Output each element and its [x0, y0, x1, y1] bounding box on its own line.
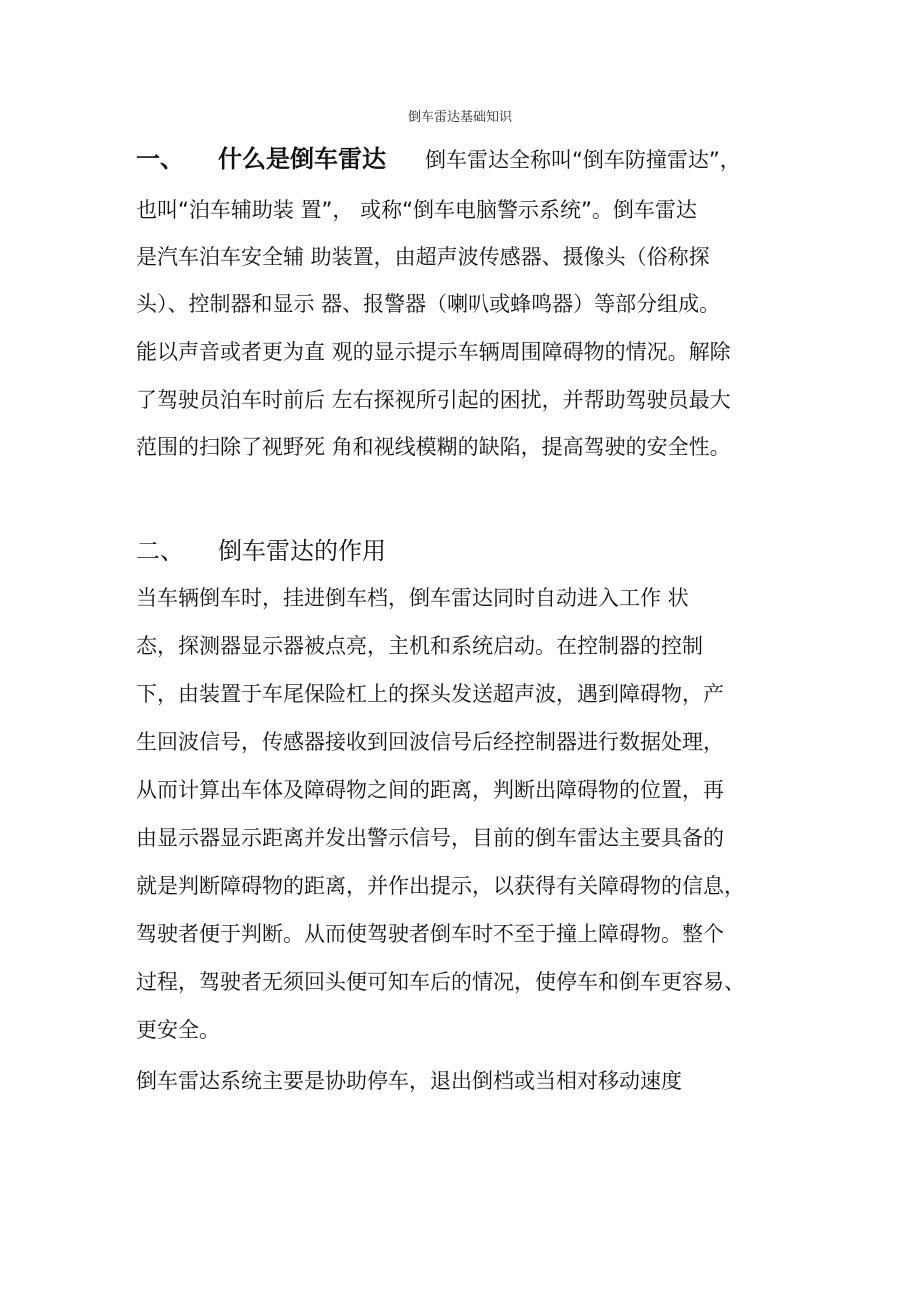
section-2-paragraph-1-line: 更安全。 — [136, 1018, 220, 1042]
section-1-line: 了驾驶员泊车时前后 左右探视所引起的困扰，并帮助驾驶员最大 — [136, 388, 731, 412]
section-2-paragraph-1-line: 态，探测器显示器被点亮，主机和系统启动。在控制器的控制 — [136, 634, 703, 658]
section-1-first-line-text: 倒车雷达全称叫“倒车防撞雷达”， — [425, 148, 741, 172]
section-2-title: 倒车雷达的作用 — [218, 537, 386, 565]
section-2-paragraph-1-line: 就是判断障碍物的距离，并作出提示，以获得有关障碍物的信息， — [136, 874, 745, 898]
section-2-paragraph-1-line: 由显示器显示距离并发出警示信号，目前的倒车雷达主要具备的 — [136, 826, 724, 850]
section-1-line: 是汽车泊车安全辅 助装置，由超声波传感器、摄像头（俗称探 — [136, 245, 710, 269]
section-2-paragraph-1-line: 从而计算出车体及障碍物之间的距离，判断出障碍物的位置，再 — [136, 778, 724, 802]
section-2-number: 二、 — [136, 537, 184, 565]
section-2-paragraph-1-line: 下，由装置于车尾保险杠上的探头发送超声波，遇到障碍物，产 — [136, 682, 724, 706]
section-1-line: 能以声音或者更为直 观的显示提示车辆周围障碍物的情况。解除 — [136, 340, 731, 364]
section-1-line: 也叫“泊车辅助装 置”， 或称“倒车电脑警示系统”。倒车雷达 — [136, 198, 697, 222]
section-1-line: 头）、控制器和显示 器、报警器（喇叭或蜂鸣器）等部分组成。 — [136, 292, 721, 316]
section-2-paragraph-1-line: 驾驶者便于判断。从而使驾驶者倒车时不至于撞上障碍物。整个 — [136, 922, 724, 946]
section-2-paragraph-1-line: 过程，驾驶者无须回头便可知车后的情况，使停车和倒车更容易、 — [136, 970, 745, 994]
section-1-number: 一、 — [136, 145, 184, 173]
section-2-paragraph-1-line: 当车辆倒车时，挂进倒车档，倒车雷达同时自动进入工作 状 — [136, 586, 689, 610]
section-1-title: 什么是倒车雷达 — [218, 145, 386, 173]
document-title: 倒车雷达基础知识 — [407, 110, 512, 125]
section-2-paragraph-2-line: 倒车雷达系统主要是协助停车，退出倒档或当相对移动速度 — [136, 1069, 682, 1093]
section-2-paragraph-1-line: 生回波信号，传感器接收到回波信号后经控制器进行数据处理， — [136, 730, 724, 754]
section-1-line: 范围的扫除了视野死 角和视线模糊的缺陷，提高驾驶的安全性。 — [136, 435, 731, 459]
